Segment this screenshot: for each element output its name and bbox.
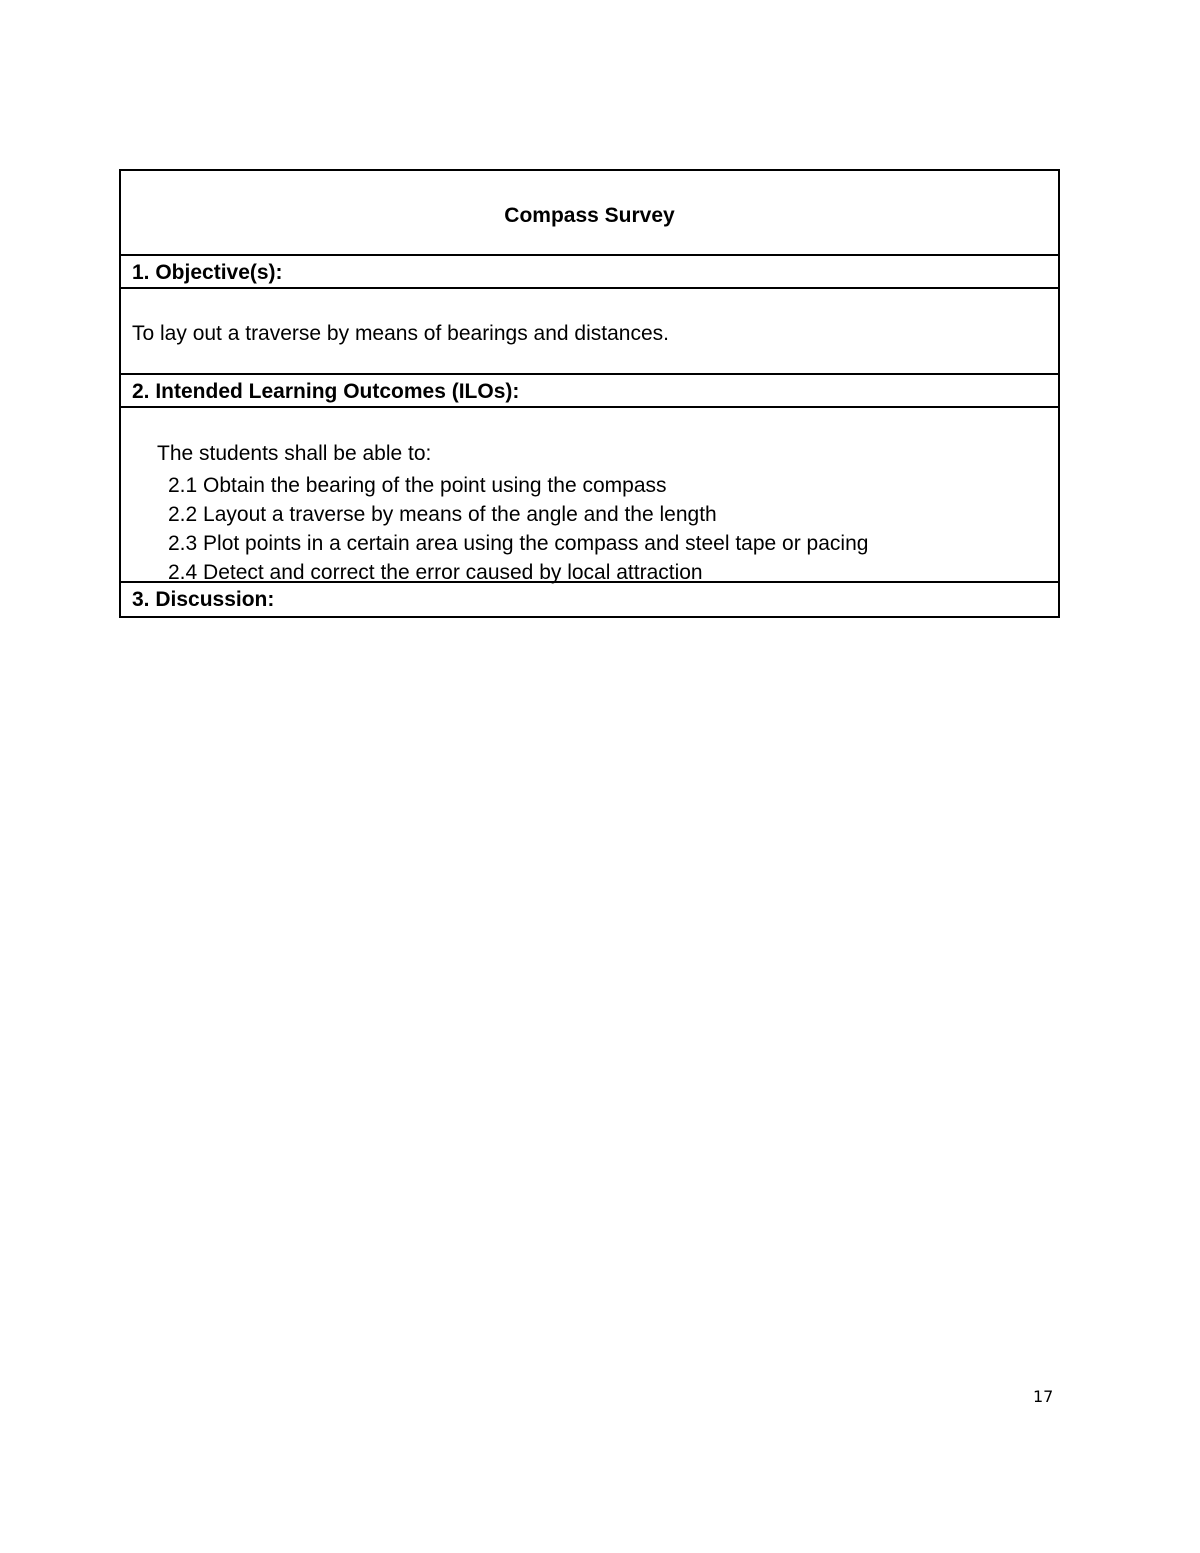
objectives-text: To lay out a traverse by means of bearings and distances. [132,322,669,345]
ilos-body-row [121,408,1058,583]
ilos-intro: The students shall be able to: [157,442,432,465]
discussion-heading: 3. Discussion: [132,588,275,611]
document-title: Compass Survey [504,204,675,227]
ilos-heading-row [121,375,1058,408]
page-number: 17 [1033,1387,1054,1406]
ilo-item: 2.4 Detect and correct the error caused by local attraction [168,561,703,584]
objectives-heading-row [121,256,1058,289]
title-row [121,171,1058,256]
ilos-list [168,471,868,587]
ilo-item: 2.1 Obtain the bearing of the point using the compass [168,474,667,497]
objectives-heading: 1. Objective(s): [132,261,283,284]
lab-table [119,169,1060,618]
ilo-item: 2.2 Layout a traverse by means of the angle and the length [168,503,717,526]
ilo-item: 2.3 Plot points in a certain area using the compass and steel tape or pacing [168,532,869,555]
objectives-body-row [121,289,1058,375]
ilos-heading: 2. Intended Learning Outcomes (ILOs): [132,380,520,403]
discussion-heading-row [121,583,1058,616]
